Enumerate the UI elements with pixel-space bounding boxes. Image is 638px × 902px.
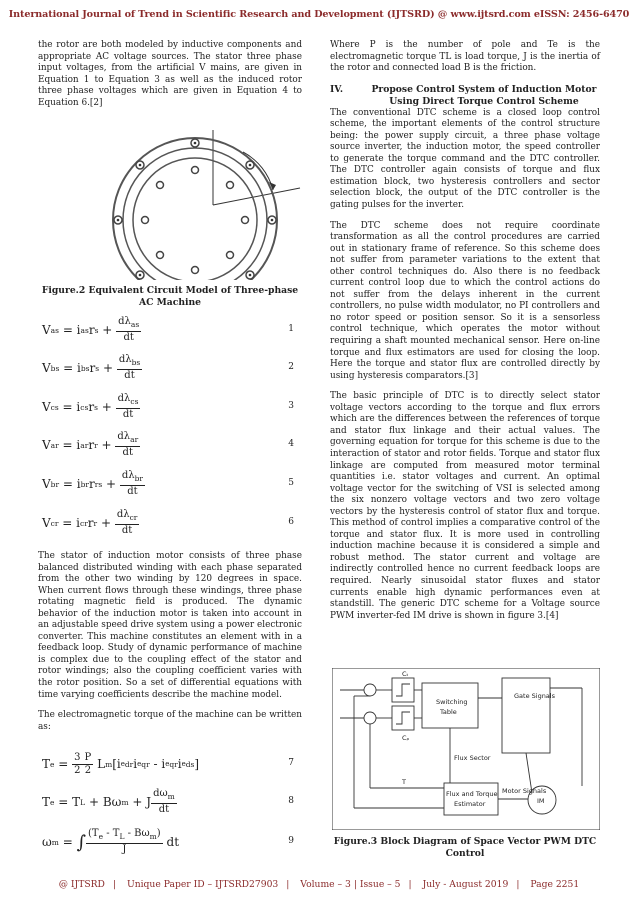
equation-number: 9 bbox=[288, 836, 294, 846]
left-paragraph-1: the rotor are both modeled by inductive components and appropriate AC voltage sources. The stator three phase input voltages, from the artificial V mains, are given in Equation 1 to Equation 3 as well as the induced rotor three phase voltages which are given in Equation 4 to Equation 6.[2] bbox=[38, 40, 302, 108]
equation-9: ω m = ∫ $\frac{(T_e - T_L - B\omega_m)}{J}$ dt 9 bbox=[42, 828, 294, 855]
section-title: Propose Control System of Induction Motor Using Direct Torque Control Scheme bbox=[371, 83, 597, 107]
equation-number: 5 bbox=[288, 478, 294, 488]
equation-3: V cs = i cs r s + $\frac{d\lambda_{cs}}{dt}$ 3 bbox=[42, 393, 294, 420]
footer-page: Page 2251 bbox=[530, 879, 580, 890]
equation-5: V br = i br r rs + $\frac{d\lambda_{br}}{dt}$ 5 bbox=[42, 470, 294, 497]
equation-number: 2 bbox=[288, 362, 294, 372]
t-label: T bbox=[402, 778, 406, 786]
equation-4: V ar = i ar r r + $\frac{d\lambda_{ar}}{dt}$ 4 bbox=[42, 431, 294, 458]
equation-number: 4 bbox=[288, 439, 294, 449]
footer-volume: Volume – 3 | Issue – 5 bbox=[300, 879, 401, 890]
right-paragraph-3: The DTC scheme does not require coordinate transformation as all the control procedures are carried out in stationary frame of reference. So this scheme does not suffer from parameter variations to the extent that other control techniques do. Also there is no feedback current control loop due to which the control actions do not suffer from the delays inherent in the current controllers, no pulse width modulator, no PI controllers and no rotor speed or position sensor. So it is a sensorless control technique, which operates the motor without requiring a shaft mounted mechanical sensor. Here on-line torque and flux estimators are used for closing the loop. Here the torque and stator flux are controlled directly by using hysteresis comparators.[3] bbox=[330, 220, 600, 381]
figure-3-block-diagram bbox=[332, 668, 600, 830]
flux-sector-label: Flux Sector bbox=[454, 754, 491, 762]
torque-equations bbox=[38, 746, 302, 866]
left-body-2 bbox=[38, 551, 302, 733]
im-label: IM bbox=[537, 797, 545, 805]
estimator-label-1: Flux and Torque bbox=[446, 790, 498, 798]
right-paragraph-2: The conventional DTC scheme is a closed loop control scheme, the important elements of the control structure being: the power supply circuit, a three phase voltage source inverter, the induction motor, the speed controller to generate the torque command and the DTC controller. The DTC controller again consists of torque and flux estimation block, two hysteresis controllers and sector selection block, the output of the DTC controller is the gating pulses for the inverter. bbox=[330, 107, 600, 211]
page-footer: @ IJTSRD | Unique Paper ID – IJTSRD27903 | Volume – 3 | Issue – 5 | July - August 2019 | Page 2251 bbox=[58, 879, 580, 890]
footer-date: July - August 2019 bbox=[422, 879, 509, 890]
equation-2: V bs = i bs r s + $\frac{d\lambda_{bs}}{dt}$ 2 bbox=[42, 354, 294, 381]
equation-number: 7 bbox=[288, 758, 294, 768]
voltage-equations bbox=[38, 312, 302, 547]
journal-header: International Journal of Trend in Scientific Research and Development (IJTSRD) @ www.ijtsrd.com eISSN: 2456-6470 bbox=[8, 9, 630, 20]
equation-number: 6 bbox=[288, 517, 294, 527]
estimator-label-2: Estimator bbox=[454, 800, 486, 808]
equation-7: T e = $\frac{3}{2}$ $\frac{P}{2}$ L m [i e dr i e qr - i e qr i e ds ] 7 bbox=[42, 751, 294, 776]
motor-signals-label: Motor Signals bbox=[502, 787, 547, 795]
equation-8: T e = T L + Bω m + J $\frac{d\omega_m}{dt}$ 8 bbox=[42, 788, 294, 815]
section-number: IV. bbox=[330, 83, 344, 95]
footer-site: @ IJTSRD bbox=[58, 879, 105, 890]
left-column bbox=[38, 40, 302, 109]
equation-1: V as = i as r s + $\frac{d\lambda_{as}}{dt}$ 1 bbox=[42, 316, 294, 343]
table-label: Table bbox=[440, 708, 457, 716]
equation-number: 8 bbox=[288, 796, 294, 806]
figure-2-caption: Figure.2 Equivalent Circuit Model of Three-phase AC Machine bbox=[41, 285, 299, 308]
figure-2-machine-drawing bbox=[95, 130, 305, 280]
gate-signals-label: Gate Signals bbox=[514, 692, 555, 700]
right-paragraph-1: Where P is the number of pole and Te is the electromagnetic torque TL is load torque, J is the inertia of the rotor and connected load B is the friction. bbox=[330, 40, 600, 74]
footer-paper-id: Unique Paper ID – IJTSRD27903 bbox=[126, 879, 279, 890]
cphi-label: Cᵨ bbox=[402, 734, 410, 742]
figure-3-caption: Figure.3 Block Diagram of Space Vector PWM DTC Control bbox=[333, 836, 597, 859]
right-column bbox=[330, 40, 600, 622]
left-paragraph-3: The electromagnetic torque of the machine can be written as: bbox=[38, 710, 302, 732]
right-paragraph-4: The basic principle of DTC is to directly select stator voltage vectors according to the torque and flux errors which are the differences between the references of torque and stator flux linkage and their actual values. The governing equation for torque for this scheme is due to the interaction of stator and rotor fields. Torque and stator flux linkage are computed from measured motor terminal quantities i.e. stator voltages and current. An optimal voltage vector for the switching of VSI is selected among the six nonzero voltage vectors and two zero voltage vectors by the hysteresis control of stator flux and torque. This method of control implies a comparative control of the torque and stator flux. It is more used in controlling induction machine because it is considered a simple and robust method. The stator current and voltage are indirectly controlled hence no current feedback loops are required. Nearly sinusoidal stator fluxes and stator currents enable high dynamic performances even at standstill. The generic DTC scheme for a Voltage source PWM inverter-fed IM drive is shown in figure 3.[4] bbox=[330, 391, 600, 621]
left-paragraph-2: The stator of induction motor consists of three phase balanced distributed winding with each phase separated from the other two winding by 120 degrees in space. When current flows through these windings, three phase rotating magnetic field is produced. The dynamic behavior of the induction motor is taken into account in an adjustable speed drive system using a power electronic converter. This machine constitutes an element with in a feedback loop. Study of dynamic performance of machine is complex due to the coupling effect of the stator and rotor windings; also the coupling coefficient varies with the rotor position. So a set of differential equations with time varying coefficients describe the machine model. bbox=[38, 551, 302, 700]
equation-number: 3 bbox=[288, 401, 294, 411]
equation-number: 1 bbox=[288, 324, 294, 334]
section-heading bbox=[330, 84, 600, 108]
switching-label: Switching bbox=[436, 698, 468, 706]
ct-label: Cₜ bbox=[402, 670, 409, 678]
equation-6: V cr = i cr r r + $\frac{d\lambda_{cr}}{dt}$ 6 bbox=[42, 509, 294, 536]
